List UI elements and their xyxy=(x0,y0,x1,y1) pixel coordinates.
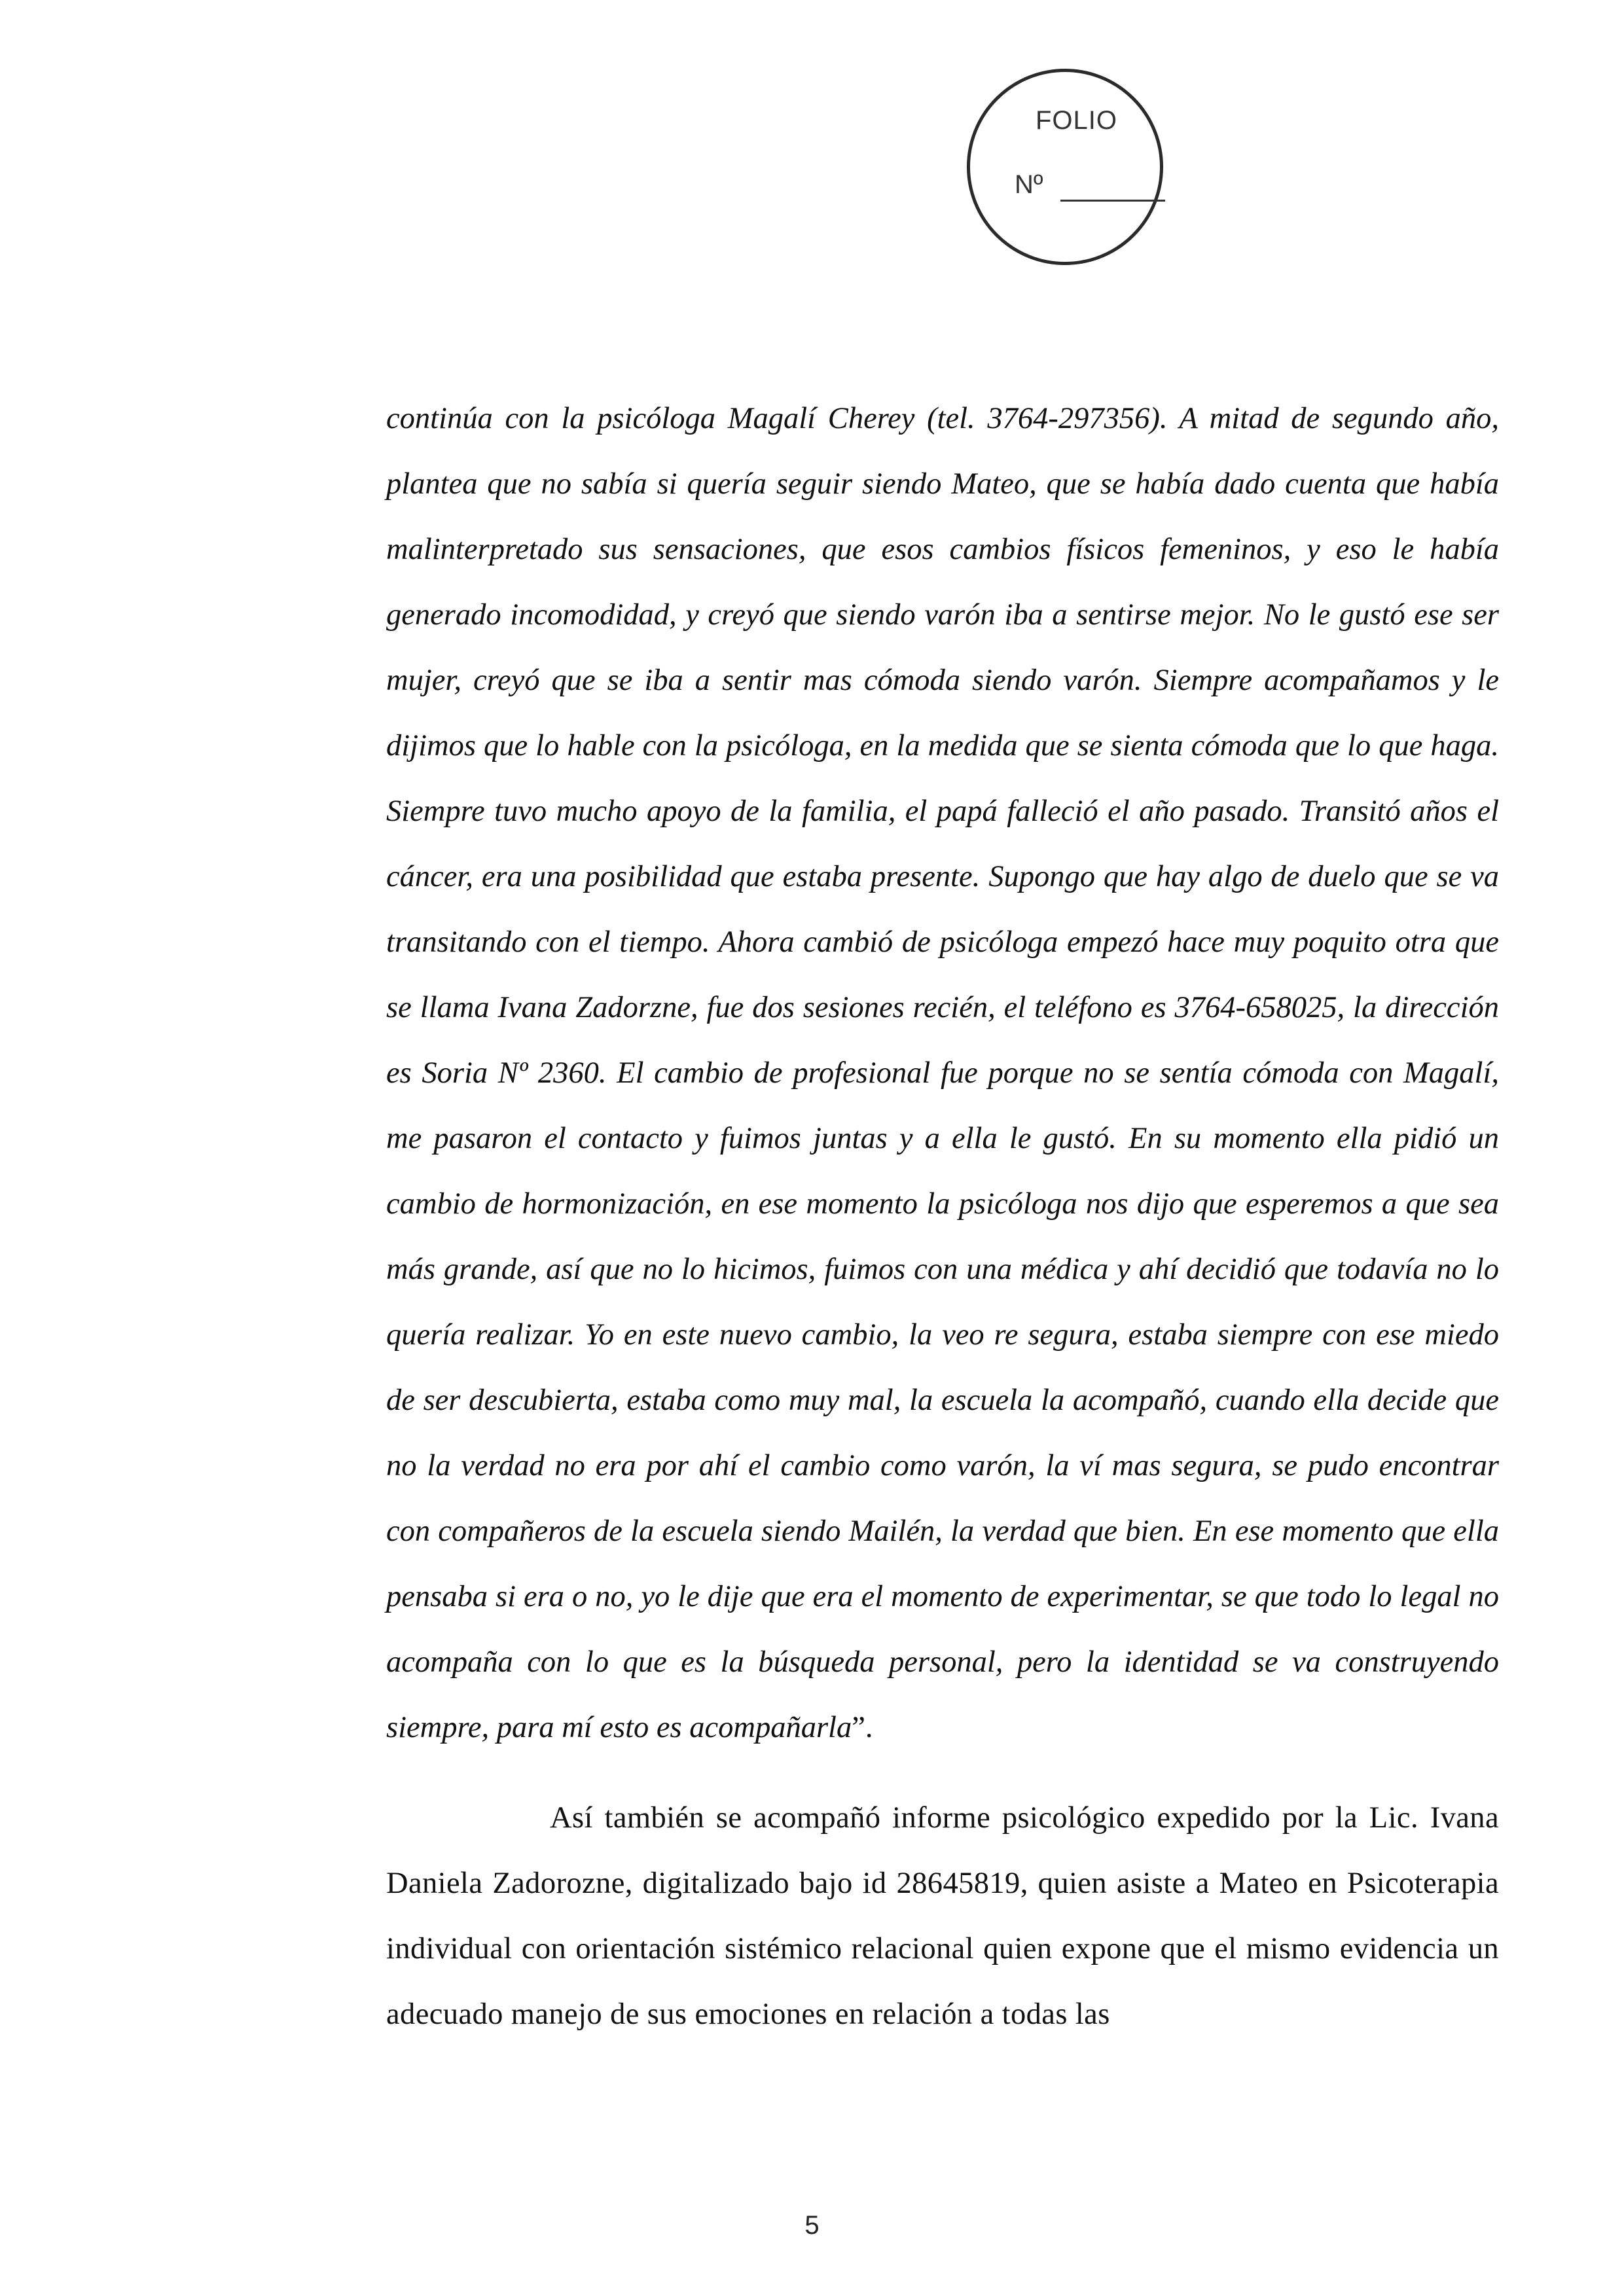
quote-paragraph xyxy=(386,386,1499,1761)
quote-text: continúa con la psicóloga Magalí Cherey (tel. 3764-297356). A mitad de segundo año, plantea que no sabía si quería seguir siendo Mateo, que se había dado cuenta que había malinterpretado sus sensaciones, que esos cambios físicos femeninos, y eso le había generado incomodidad, y creyó que siendo varón iba a sentirse mejor. No le gustó ese ser mujer, creyó que se iba a sentir mas cómoda siendo varón. Siempre acompañamos y le dijimos que lo hable con la psicóloga, en la medida que se sienta cómoda que lo que haga. Siempre tuvo mucho apoyo de la familia, el papá falleció el año pasado. Transitó años el cáncer, era una posibilidad que estaba presente. Supongo que hay algo de duelo que se va transitando con el tiempo. Ahora cambió de psicóloga empezó hace muy poquito otra que se llama Ivana Zadorzne, fue dos sesiones recién, el teléfono es 3764-658025, la dirección es Soria Nº 2360. El cambio de profesional fue porque no se sentía cómoda con Magalí, me pasaron el contacto y fuimos juntas y a ella le gustó. En su momento ella pidió un cambio de hormonización, en ese momento la psicóloga nos dijo que esperemos a que sea más grande, así que no lo hicimos, fuimos con una médica y ahí decidió que todavía no lo quería realizar. Yo en este nuevo cambio, la veo re segura, estaba siempre con ese miedo de ser descubierta, estaba como muy mal, la escuela la acompañó, cuando ella decide que no la verdad no era por ahí el cambio como varón, la ví mas segura, se pudo encontrar con compañeros de la escuela siendo Mailén, la verdad que bien. En ese momento que ella pensaba si era o no, yo le dije que era el momento de experimentar, se que todo lo legal no acompaña con lo que es la búsqueda personal, pero la identidad se va construyendo siempre, para mí esto es acompañarla xyxy=(386,402,1499,1744)
quote-close: ”. xyxy=(852,1711,873,1744)
document-body xyxy=(386,386,1499,2047)
page-number: 5 xyxy=(804,2211,820,2240)
folio-number-label: Nº xyxy=(1015,170,1043,199)
report-paragraph: Así también se acompañó informe psicológico expedido por la Lic. Ivana Daniela Zadorozne, digitalizado bajo id 28645819, quien asiste a Mateo en Psicoterapia individual con orientación sistémico relacional quien expone que el mismo evidencia un adecuado manejo de sus emociones en relación a todas las xyxy=(386,1801,1499,2031)
folio-stamp xyxy=(967,69,1163,265)
folio-number-line xyxy=(1060,200,1165,202)
folio-title: FOLIO xyxy=(1036,106,1118,135)
